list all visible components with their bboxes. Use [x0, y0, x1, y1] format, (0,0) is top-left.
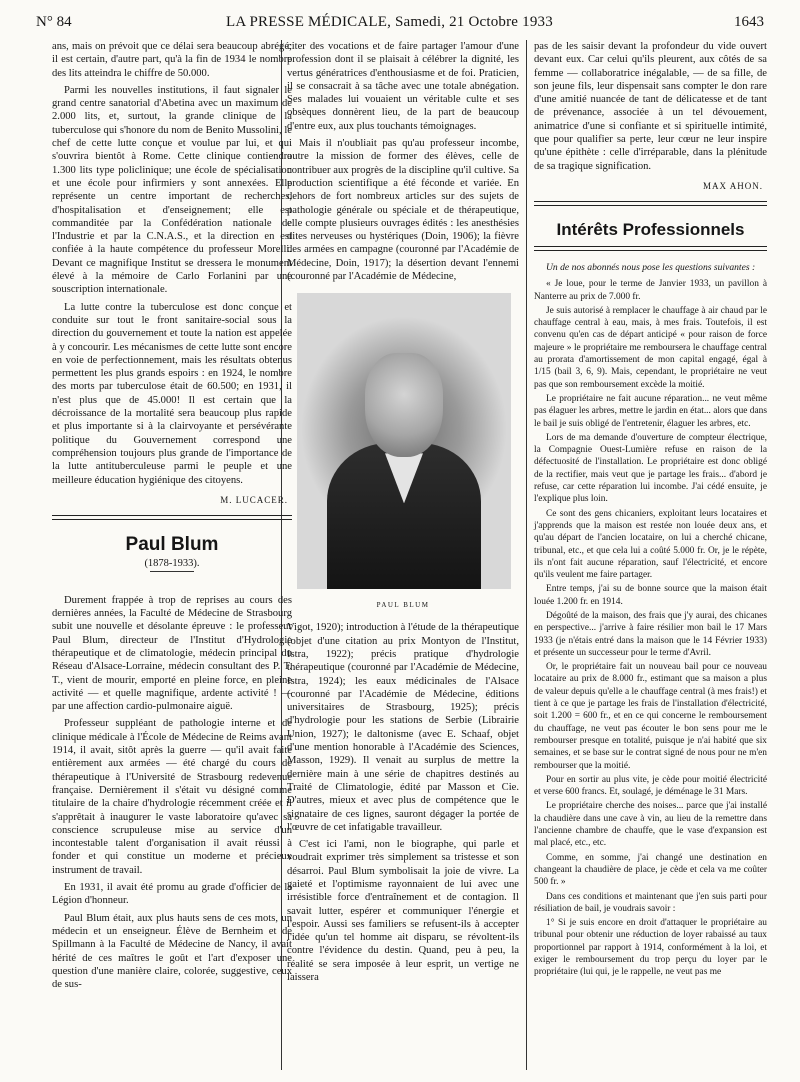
paragraph: Dégoûté de la maison, des frais que j'y aurai, des chicanes en perspective... j'arrive à faire résilier mon bail le 17 Mars 1933 (je n'étais entré dans la maison que le 14 Février 1933) et présente un successeur pour le terme d'Avril.	[534, 610, 767, 658]
paragraph: Parmi les nouvelles institutions, il faut signaler le grand centre sanatorial d'Abetina avec un maximum de 2.000 lits, et, surtout, la grande clinique de la tuberculose qui s'honore du nom de Benito Mussolini, le chef de cette lutte conçue et voulue par lui, et qui s'ouvrira bientôt à Rome. Cette clinique contiendra 1.300 lits type policlinique; une école de spécialisation et une école pour infirmiers y sont annexées. Elle représente un centre important de recherches, d'hospitalisation et d'enseignement; elle est commanditée par la Confédération nationale de l'Industrie et par la C.N.A.S., et la direction en est confiée à la haute compétence du professeur Morelli. Devant ce magnifique Institut se dressera le monument élevé à la mémoire de Carlo Forlanini par une souscription internationale.	[52, 84, 292, 296]
issue-number: N° 84	[36, 14, 72, 30]
page-header	[36, 14, 764, 36]
short-rule	[150, 571, 194, 572]
section-divider	[534, 246, 767, 251]
column-3	[534, 40, 767, 981]
portrait-photo	[297, 293, 511, 589]
obituary-title: Paul Blum	[125, 533, 219, 555]
paragraph: 1° Si je suis encore en droit d'attaquer le propriétaire au tribunal pour obtenir une réduction de loyer rabaissé au taux proportionnel par rapport à 1914, conformément à la loi, et exiger le remboursement du trop perçu du loyer par le propriétaire (lui qui, je le rappelle, ne veut pas me	[534, 918, 767, 978]
paragraph: La lutte contre la tuberculose est donc conçue et conduite sur tout le front sanitaire-social sous la direction du gouvernement et toute la nation est appelée à y concourir. Les mécanismes de cette lutte sont encore en voie de perfectionnement, mais les résultats obtenus permettent les plus grands espoirs : en 1924, le nombre des morts par tuberculose était de 60.500; en 1931, il n'est plus que de 45.000! Il est certain que la décroissance de la mortalité sera beaucoup plus rapide et plus importante si à la clairvoyante et persévérante politique du Gouvernement correspond une compréhension toujours plus grande de l'importance de la lutte antituberculeuse parmi le peuple et une meilleure éducation hygiénique des citoyens.	[52, 301, 292, 486]
portrait-head	[365, 353, 443, 457]
section-divider	[52, 515, 292, 520]
journal-title: LA PRESSE MÉDICALE, Samedi, 21 Octobre 1933	[226, 14, 553, 30]
section-divider	[534, 201, 767, 206]
paragraph: Or, le propriétaire fait un nouveau bail pour ce nouveau locataire au prix de 8.000 fr., estimant que sa maison a plus de valeur depuis qu'elle a le chauffage central (à mes frais!) et tient à ce que je partage les frais de l'installation d'électricité, soit 1.200 = 600 fr., et en ce qui concerne le remboursement du chauffage, ne veut pas écouter le bon sens pour me le rembourser presque en totalité, puisque je n'ai habité que six semaines, et se base sur le contrat signé de nous pour ne m'en rembourser que la moitié.	[534, 662, 767, 771]
paragraph: pas de les saisir devant la profondeur du vide ouvert devant eux. Car celui qu'ils pleurent, aux côtés de sa femme — collaboratrice inégalable, — de sa fille, de son jeune fils, leur dispensait sans compter le don rare d'une amitié nuancée de tant de délicatesse et de tant de prévenance, associée à un tel dévouement, animatrice d'une si confiante et si spirituelle intimité, que pour qualifier sa perte, leur cœur ne leur inspire qu'une épithète : celle d'irréparable, dans la plénitude de sa tragique signification.	[534, 41, 767, 172]
page-number: 1643	[734, 14, 764, 30]
paragraph: Lors de ma demande d'ouverture de compteur électrique, la Compagnie Ouest-Lumière refuse en raison de la défectuosité de l'installation. Le propriétaire est donc obligé de la rectifier, mais veut que je partage les frais... d'abord je refuse, car cette réparation lui incombe. J'ai cédé ensuite, je l'explique plus loin.	[534, 432, 767, 505]
paragraph: Vigot, 1920); introduction à l'étude de la thérapeutique (objet d'une citation au prix Montyon de l'Institut, Istra, 1922); précis pratique d'hydrologie thérapeutique (couronné par l'Académie de Médecine, Istra, 1924); les eaux médicinales de l'Alsace (couronné par l'Académie de Médecine, éditions universitaires de Strasbourg, 1925); précis d'hydrologie pour les stations de Serbie (Librairie Union, 1927); le daltonisme (avec E. Schaaf, objet d'une mention honorable à l'Académie des Sciences, Masson, 1929). Il venait au surplus de mettre la dernière main à une série de chapitres destinés au Traité de Climatologie, édité par Masson et Cie. D'autres, mieux et avec plus de compétence que le signataire de ces lignes, sauront dégager la portée de l'œuvre de cet infatigable travailleur.	[287, 622, 519, 833]
author-signature: M. LUCACER.	[220, 494, 288, 505]
section-title: Intérêts Professionnels	[556, 219, 745, 239]
photo-caption: PAUL BLUM	[376, 601, 430, 610]
paragraph: ans, mais on prévoit que ce délai sera beaucoup abrégé; il est certain, d'autre part, qu'à la fin de 1934 le nombre des lits atteindra le chiffre de 50.000.	[52, 41, 292, 79]
paragraph: Le propriétaire ne fait aucune réparation... ne veut même pas élaguer les arbres, mettre le jardin en état... alors que dans le bail je suis obligé de l'entretenir, élaguer les arbres, etc.	[534, 393, 767, 429]
paragraph: Mais il n'oubliait pas qu'au professeur incombe, outre la mission de former des élèves, celle de contribuer aux progrès de la discipline qu'il cultive. Sa production scientifique a été féconde et variée. En dehors de fort nombreux articles sur des sujets de pathologie générale ou spéciale et de thérapeutique, elle compte plusieurs ouvrages édités : les anesthésies dites nerveuses ou hystériques (Doin, 1906); la fièvre des armées en campagne (couronné par l'Académie de Médecine, Doin, 1917); la désertion devant l'ennemi (couronné par l'Académie de Médecine,	[287, 138, 519, 283]
paragraph: Paul Blum était, aux plus hauts sens de ces mots, un médecin et un enseigneur. Élève de Bernheim et de Spillmann à la Faculté de Médecine de Nancy, il avait hérité de ces maîtres le goût et l'art d'exposer une question d'une manière claire, colorée, suggestive, ceux de sus-	[52, 912, 292, 991]
column-2	[287, 40, 519, 988]
paragraph: « Je loue, pour le terme de Janvier 1933, un pavillon à Nanterre au prix de 7.000 fr.	[534, 279, 767, 302]
lead-paragraph: Un de nos abonnés nous pose les questions suivantes :	[546, 261, 756, 273]
paragraph: Entre temps, j'ai su de bonne source que la maison était louée 1.200 fr. en 1914.	[534, 584, 767, 607]
paragraph: Dans ces conditions et maintenant que j'en suis parti pour résiliation de bail, je voudrais savoir :	[534, 891, 767, 914]
paragraph: C'est ici l'ami, non le biographe, qui parle et voudrait exprimer très simplement sa tristesse et son désarroi. Paul Blum symbolisait la joie de vivre. La gaieté et l'optimisme rayonnaient de lui avec une irrésistible force d'entraînement et de contagion. Il savait lutter, espérer et communiquer l'énergie et l'espoir. Aussi ses familiers se refusent-ils à accepter l'idée qu'un tel homme ait disparu, se révoltent-ils contre l'évidence du destin. Quand, peu à peu, la réalité se sera imposée à leur esprit, un vertige ne laissera	[287, 839, 519, 984]
paragraph: Pour en sortir au plus vite, je cède pour moitié électricité et verse 600 francs. Et, soulagé, je déménage le 31 Mars.	[534, 774, 767, 798]
column-1	[52, 40, 292, 995]
paragraph: citer des vocations et de faire partager l'amour d'une profession dont il se plaisait à célébrer la dignité, les vertus génératrices d'enthousiasme et de foi. Praticien, il se consacrait à sa tâche avec une totale abnégation. Ses malades lui vouaient un véritable culte et ses obsèques donnèrent lieu, de la part de beaucoup d'entre eux, aux plus touchants témoignages.	[287, 41, 519, 132]
paragraph: Professeur suppléant de pathologie interne et de clinique médicale à l'École de Médecine de Reims avant 1914, il avait, sitôt après la guerre — qu'il avait faite entièrement aux armées — été chargé du cours de thérapeutique à l'Université de Strasbourg redevenue française. Dernièrement il s'était vu désigné comme titulaire de la chaire d'hydrologie récemment créée et il s'apprêtait à inaugurer le vaste laboratoire qu'avec sa conscience scrupuleuse mise au service d'un incontestable talent d'organisation il avait réussi à fonder et qui constitue un moderne et précieux instrument de travail.	[52, 718, 292, 876]
paragraph: Je suis autorisé à remplacer le chauffage à air chaud par le chauffage central à eau, mais, à mes frais. Toutefois, il est convenu qu'en cas de départ anticipé « pour raison de force majeure » le propriétaire me remboursera le chauffage central au prorata d'amortissement de mon capital engagé, égal à 1/15 (bail 3, 6, 9). Mais, cependant, le propriétaire ne veut pas que son remboursement excède la moitié.	[534, 305, 767, 390]
paragraph: Durement frappée à trop de reprises au cours des dernières années, la Faculté de Médecine de Strasbourg subit une nouvelle et désolante épreuve : le professeur Paul Blum, directeur de l'Institut d'Hydrologie thérapeutique et de climatologie, médecin principal du Réseau d'Alsace-Lorraine, médecin consultant des P. T. T., vient de mourir, emporté en pleine force, en pleine activité — et quelle magnifique, ardente activité ! — par une affection cardio-pulmonaire aiguë.	[52, 594, 292, 713]
paragraph: Comme, en somme, j'ai changé une destination en changeant la chaudière de place, je cède et cela va me coûter 500 fr. »	[534, 852, 767, 888]
paragraph: En 1931, il avait été promu au grade d'officier de la Légion d'honneur.	[52, 882, 292, 907]
obituary-dates: (1878-1933).	[144, 557, 200, 569]
paragraph: Ce sont des gens chicaniers, exploitant leurs locataires et j'apprends que la maison est restée non louée deux ans, et qu'au départ de l'ancien locataire, on lui a cherché chicane, tribunal, etc., et que cela lui a coûté 5.000 fr. Or, je le répète, ils n'ont fait aucune réparation, sauf l'électricité, et encore qu'ils veulent me faire partager.	[534, 508, 767, 581]
paragraph: Le propriétaire cherche des noises... parce que j'ai installé la chaudière dans une cave à vin, au lieu de la remettre dans l'ancienne chambre de chauffe, que le vase d'expansion est mal placé, etc., etc.	[534, 801, 767, 849]
column-rule	[526, 40, 527, 1070]
author-signature: MAX AHON.	[702, 180, 763, 191]
